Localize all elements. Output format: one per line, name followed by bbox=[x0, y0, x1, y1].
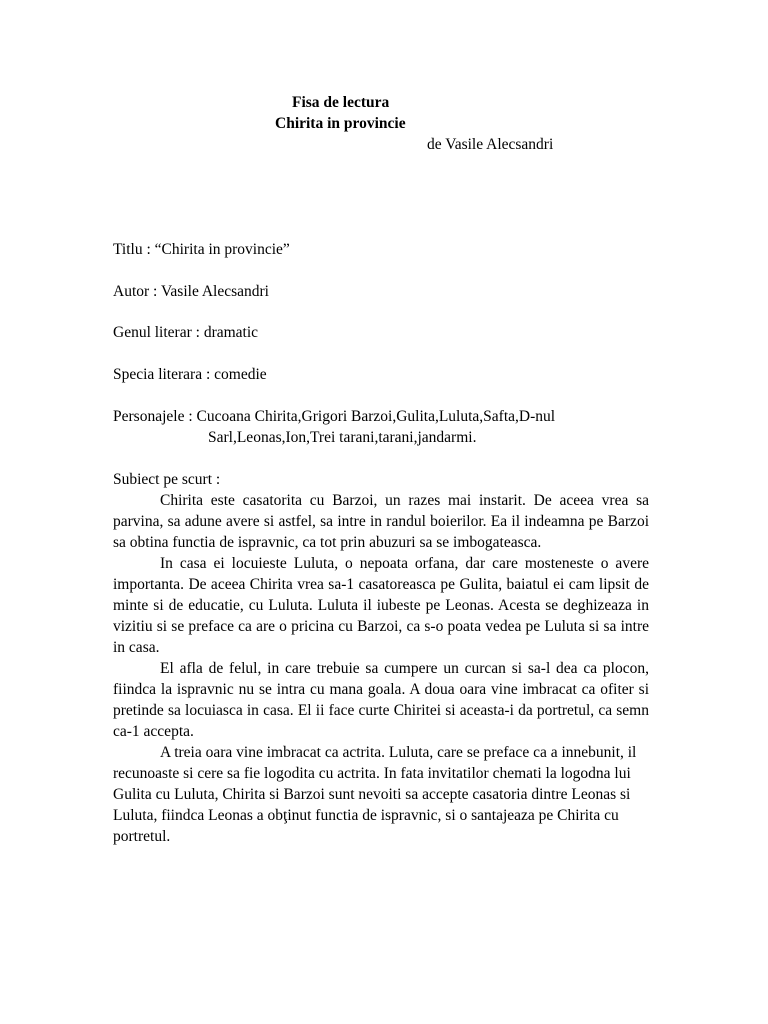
field-personaje-continued: Sarl,Leonas,Ion,Trei tarani,tarani,jandarmi. bbox=[208, 429, 477, 446]
field-genul-literar: Genul literar : dramatic bbox=[113, 324, 259, 341]
document-title: Fisa de lectura bbox=[292, 94, 390, 111]
subiect-paragraph-4: A treia oara vine imbracat ca actrita. Luluta, care se preface ca a innebunit, il recunoaste si cere sa fie logodita cu actrita. In fata invitatilor chemati la logodna lui Gulita cu Luluta, Chirita si Barzoi sunt nevoiti sa accepte casatoria dintre Leonas si Luluta, fiindca Leonas a obţinut functia de ispravnic, si o santajeaza pe Chirita cu portretul. bbox=[113, 744, 637, 845]
document-author: de Vasile Alecsandri bbox=[427, 136, 554, 153]
subiect-heading: Subiect pe scurt : bbox=[113, 471, 221, 488]
field-personaje: Personajele : Cucoana Chirita,Grigori Barzoi,Gulita,Luluta,Safta,D-nul bbox=[113, 408, 556, 425]
field-specia-literara: Specia literara : comedie bbox=[113, 366, 267, 383]
document-subtitle: Chirita in provincie bbox=[275, 115, 406, 132]
field-autor: Autor : Vasile Alecsandri bbox=[113, 283, 269, 300]
subiect-paragraph-3: El afla de felul, in care trebuie sa cumpere un curcan si sa-l dea ca plocon, fiindca la ispravnic nu se intra cu mana goala. A doua oara vine imbracat ca ofiter si pretinde sa locuiasca in casa. El ii face curte Chiritei si aceasta-i da portretul, ca semn ca-1 accepta. bbox=[113, 660, 649, 740]
subiect-paragraph-2: In casa ei locuieste Luluta, o nepoata orfana, dar care mosteneste o avere importanta. De aceea Chirita vrea sa-1 casatoreasca pe Gulita, baiatul ei cam lipsit de minte si de educatie, cu Luluta. Luluta il iubeste pe Leonas. Acesta se deghizeaza in vizitiu si se preface ca are o pricina cu Barzoi, ca s-o poata vedea pe Luluta si sa intre in casa. bbox=[113, 555, 649, 656]
subiect-section bbox=[113, 469, 649, 847]
subiect-paragraph-1: Chirita este casatorita cu Barzoi, un razes mai instarit. De aceea vrea sa parvina, sa adune avere si astfel, sa intre in randul boierilor. Ea il indeamna pe Barzoi sa obtina functia de ispravnic, ca tot prin abuzuri sa se imbogateasca. bbox=[113, 492, 649, 551]
field-titlu: Titlu : “Chirita in provincie” bbox=[113, 241, 290, 258]
